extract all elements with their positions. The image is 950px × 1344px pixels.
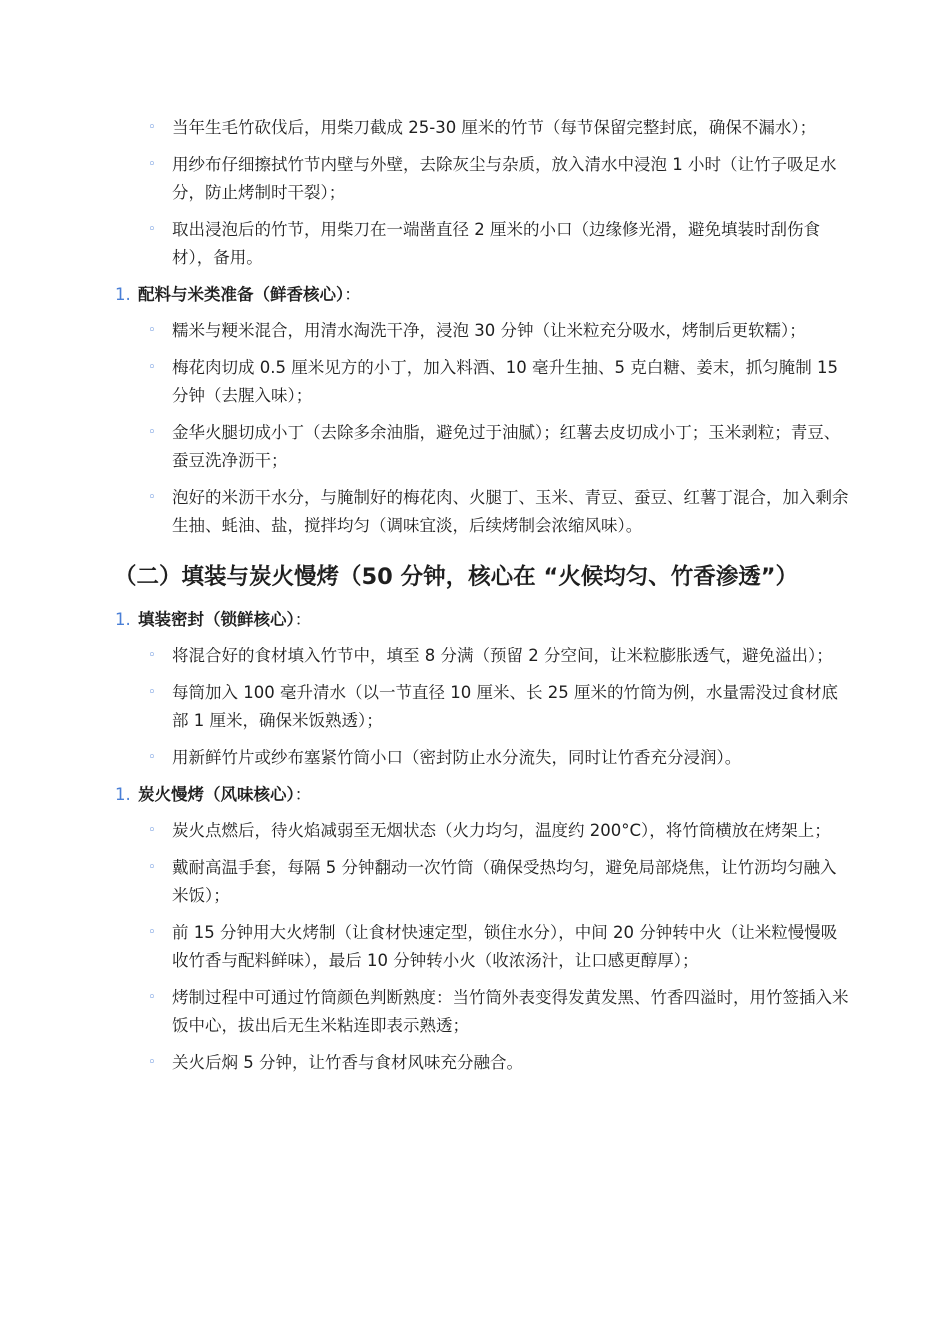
circle-bullet-icon: ◦ (148, 648, 156, 663)
list-item (0, 642, 950, 670)
list-item (0, 419, 950, 475)
list-item (0, 216, 950, 272)
roasting-list (0, 817, 950, 1077)
step-title: 炭火慢烤（风味核心） (138, 785, 295, 804)
list-item-text: 泡好的米沥干水分，与腌制好的梅花肉、火腿丁、玉米、青豆、蚕豆、红薯丁混合，加入剩余生抽、蚝油、盐，搅拌均匀（调味宜淡，后续烤制会浓缩风味）。 (172, 488, 849, 535)
step-suffix: ： (294, 785, 312, 804)
circle-bullet-icon: ◦ (148, 490, 156, 505)
step-number: 1. (115, 610, 131, 629)
circle-bullet-icon: ◦ (148, 823, 156, 838)
circle-bullet-icon: ◦ (148, 750, 156, 765)
list-item-text: 用新鲜竹片或纱布塞紧竹筒小口（密封防止水分流失，同时让竹香充分浸润）。 (172, 748, 742, 767)
circle-bullet-icon: ◦ (148, 990, 156, 1005)
list-item-text: 金华火腿切成小丁（去除多余油脂，避免过于油腻）；红薯去皮切成小丁；玉米剥粒；青豆、蚕豆洗净沥干； (172, 423, 841, 470)
list-item (0, 317, 950, 345)
list-item (0, 817, 950, 845)
list-item (0, 1049, 950, 1077)
circle-bullet-icon: ◦ (148, 120, 156, 135)
circle-bullet-icon: ◦ (148, 1055, 156, 1070)
list-item-text: 关火后焖 5 分钟，让竹香与食材风味充分融合。 (172, 1053, 523, 1072)
list-item (0, 151, 950, 207)
content-column (0, 114, 950, 1086)
step-filling-heading (0, 606, 950, 634)
list-item (0, 854, 950, 910)
circle-bullet-icon: ◦ (148, 685, 156, 700)
step-title: 填装密封（锁鲜核心） (138, 610, 295, 629)
list-item-text: 戴耐高温手套，每隔 5 分钟翻动一次竹筒（确保受热均匀，避免局部烧焦，让竹沥均匀融入米饭）； (172, 858, 837, 905)
list-item-text: 梅花肉切成 0.5 厘米见方的小丁，加入料酒、10 毫升生抽、5 克白糖、姜末，抓匀腌制 15 分钟（去腥入味）； (172, 358, 838, 405)
step-roasting-heading (0, 781, 950, 809)
circle-bullet-icon: ◦ (148, 360, 156, 375)
list-item-text: 烤制过程中可通过竹筒颜色判断熟度：当竹筒外表变得发黄发黑、竹香四溢时，用竹签插入米饭中心，拔出后无生米粘连即表示熟透； (172, 988, 849, 1035)
circle-bullet-icon: ◦ (148, 925, 156, 940)
list-item-text: 每筒加入 100 毫升清水（以一节直径 10 厘米、长 25 厘米的竹筒为例，水量需没过食材底部 1 厘米，确保米饭熟透）； (172, 683, 838, 730)
list-item (0, 114, 950, 142)
list-item-text: 当年生毛竹砍伐后，用柴刀截成 25-30 厘米的竹节（每节保留完整封底，确保不漏水）； (172, 118, 817, 137)
list-item (0, 679, 950, 735)
list-item (0, 919, 950, 975)
list-item-text: 前 15 分钟用大火烤制（让食材快速定型，锁住水分），中间 20 分钟转中火（让米粒慢慢吸收竹香与配料鲜味），最后 10 分钟转小火（收浓汤汁，让口感更醇厚）； (172, 923, 838, 970)
ingredients-list (0, 317, 950, 540)
circle-bullet-icon: ◦ (148, 860, 156, 875)
filling-list (0, 642, 950, 772)
circle-bullet-icon: ◦ (148, 425, 156, 440)
list-item-text: 糯米与粳米混合，用清水淘洗干净，浸泡 30 分钟（让米粒充分吸水，烤制后更软糯）； (172, 321, 806, 340)
list-item (0, 984, 950, 1040)
step-ingredients-heading (0, 281, 950, 309)
step-number: 1. (115, 285, 131, 304)
circle-bullet-icon: ◦ (148, 157, 156, 172)
step-suffix: ： (294, 610, 312, 629)
list-item-text: 取出浸泡后的竹节，用柴刀在一端凿直径 2 厘米的小口（边缘修光滑，避免填装时刮伤食材），备用。 (172, 220, 820, 267)
list-item (0, 744, 950, 772)
step-title: 配料与米类准备（鲜香核心） (138, 285, 345, 304)
step-suffix: ： (344, 285, 361, 304)
circle-bullet-icon: ◦ (148, 323, 156, 338)
circle-bullet-icon: ◦ (148, 222, 156, 237)
list-item-text: 用纱布仔细擦拭竹节内壁与外壁，去除灰尘与杂质，放入清水中浸泡 1 小时（让竹子吸足水分，防止烤制时干裂）； (172, 155, 837, 202)
list-item (0, 354, 950, 410)
list-item (0, 484, 950, 540)
list-item-text: 炭火点燃后，待火焰减弱至无烟状态（火力均匀，温度约 200°C），将竹筒横放在烤架上； (172, 821, 831, 840)
list-item-text: 将混合好的食材填入竹节中，填至 8 分满（预留 2 分空间，让米粒膨胀透气，避免溢出）； (172, 646, 833, 665)
step-number: 1. (115, 785, 131, 804)
section-heading: （二）填装与炭火慢烤（50 分钟，核心在 “火候均匀、竹香渗透”） (114, 564, 799, 590)
bamboo-prep-list (0, 114, 950, 272)
